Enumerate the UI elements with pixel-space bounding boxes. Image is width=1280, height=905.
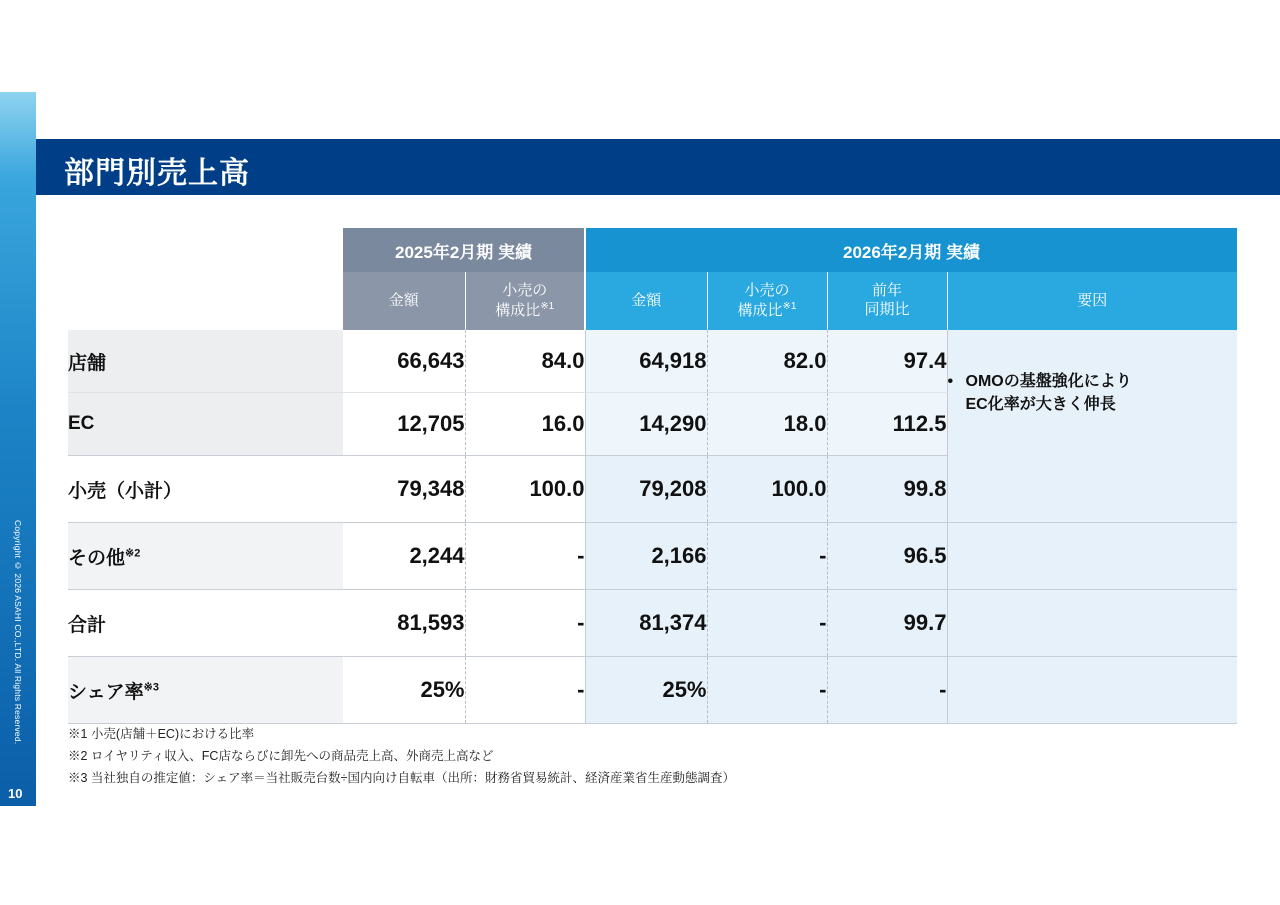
header-unit-cell (68, 272, 343, 330)
retail-ratio-2025: 100.0 (465, 456, 585, 523)
store-ratio-2026: 82.0 (707, 330, 827, 393)
copyright-text: Copyright © 2026 ASAHI CO.,LTD. All Rights Reserved. (13, 520, 23, 745)
ec-ratio-2025: 16.0 (465, 393, 585, 456)
page-number: 10 (8, 786, 23, 801)
other-factor-empty (947, 523, 1237, 590)
table-header (68, 228, 1237, 330)
share-ratio-2025: - (465, 657, 585, 724)
header-factor: 要因 (947, 272, 1237, 330)
row-label-retail-subtotal: 小売（小計） (68, 456, 343, 523)
table-row (68, 590, 1237, 657)
ec-amount-2026: 14,290 (585, 393, 707, 456)
row-label-other-mark: ※2 (125, 547, 141, 560)
other-ratio-2025: - (465, 523, 585, 590)
row-label-other (68, 523, 343, 590)
factor-note-text (948, 370, 1238, 416)
retail-factor-empty (947, 456, 1237, 523)
total-amount-2026: 81,374 (585, 590, 707, 657)
header-yoy-line1: 前年 (871, 282, 902, 300)
header-ratio-2026-line2: 構成比 (737, 301, 783, 319)
factor-note-line2: EC化率が大きく伸長 (965, 395, 1116, 413)
share-amount-2025: 25% (343, 657, 465, 724)
share-yoy: - (827, 657, 947, 724)
departmental-sales-table (68, 228, 1237, 724)
total-yoy: 99.7 (827, 590, 947, 657)
retail-amount-2026: 79,208 (585, 456, 707, 523)
header-ratio-2025-mark: ※1 (540, 300, 555, 312)
header-ratio-2025-line1: 小売の (502, 281, 548, 299)
retail-ratio-2026: 100.0 (707, 456, 827, 523)
header-ratio-2026 (707, 272, 827, 330)
share-ratio-2026: - (707, 657, 827, 724)
row-label-share-text: シェア率 (68, 681, 144, 703)
footnote-2: ※2 ロイヤリティ収入、FC店ならびに卸先への商品売上高、外商売上高など (68, 748, 494, 763)
header-year-2025: 2025年2月期 実績 (343, 228, 585, 272)
header-yoy-line2: 同期比 (864, 301, 910, 318)
header-ratio-2026-line1: 小売の (744, 281, 790, 299)
ec-amount-2025: 12,705 (343, 393, 465, 456)
header-yoy (827, 272, 947, 330)
ec-ratio-2026: 18.0 (707, 393, 827, 456)
row-label-store: 店舗 (68, 330, 343, 393)
header-amount-2025: 金額 (343, 272, 465, 330)
page-title: 部門別売上高 (64, 157, 250, 190)
table-row (68, 456, 1237, 523)
factor-note-cell (947, 330, 1237, 456)
table-row (68, 523, 1237, 590)
share-amount-2026: 25% (585, 657, 707, 724)
row-label-share-mark: ※3 (143, 681, 159, 694)
share-factor-empty (947, 657, 1237, 724)
other-ratio-2026: - (707, 523, 827, 590)
header-row-sub (68, 272, 1237, 330)
header-ratio-2026-mark: ※1 (782, 300, 797, 312)
row-label-other-text: その他 (68, 547, 126, 569)
other-amount-2025: 2,244 (343, 523, 465, 590)
header-amount-2026: 金額 (585, 272, 707, 330)
total-factor-empty (947, 590, 1237, 657)
ec-yoy: 112.5 (827, 393, 947, 456)
table-row (68, 657, 1237, 724)
store-yoy: 97.4 (827, 330, 947, 393)
footnote-1: ※1 小売(店舗＋EC)における比率 (68, 727, 255, 741)
factor-note-line1: OMOの基盤強化により (965, 372, 1132, 390)
other-yoy: 96.5 (827, 523, 947, 590)
table-body (68, 330, 1237, 724)
footnote-3: ※3 当社独自の推定値：シェア率＝当社販売台数÷国内向け自転車（出所：財務省貿易統計、経済産業省生産動態調査） (68, 770, 736, 785)
total-ratio-2026: - (707, 590, 827, 657)
header-ratio-2025 (465, 272, 585, 330)
total-amount-2025: 81,593 (343, 590, 465, 657)
table-row (68, 330, 1237, 393)
store-amount-2026: 64,918 (585, 330, 707, 393)
row-label-total: 合計 (68, 590, 343, 657)
other-amount-2026: 2,166 (585, 523, 707, 590)
header-ratio-2025-line2: 構成比 (495, 301, 541, 319)
row-label-share (68, 657, 343, 724)
store-amount-2025: 66,643 (343, 330, 465, 393)
total-ratio-2025: - (465, 590, 585, 657)
footnotes (68, 724, 735, 790)
header-row-year (68, 228, 1237, 272)
row-label-ec: EC (68, 393, 343, 456)
retail-yoy: 99.8 (827, 456, 947, 523)
retail-amount-2025: 79,348 (343, 456, 465, 523)
header-corner-cell (68, 228, 343, 272)
store-ratio-2025: 84.0 (465, 330, 585, 393)
header-year-2026: 2026年2月期 実績 (585, 228, 1237, 272)
